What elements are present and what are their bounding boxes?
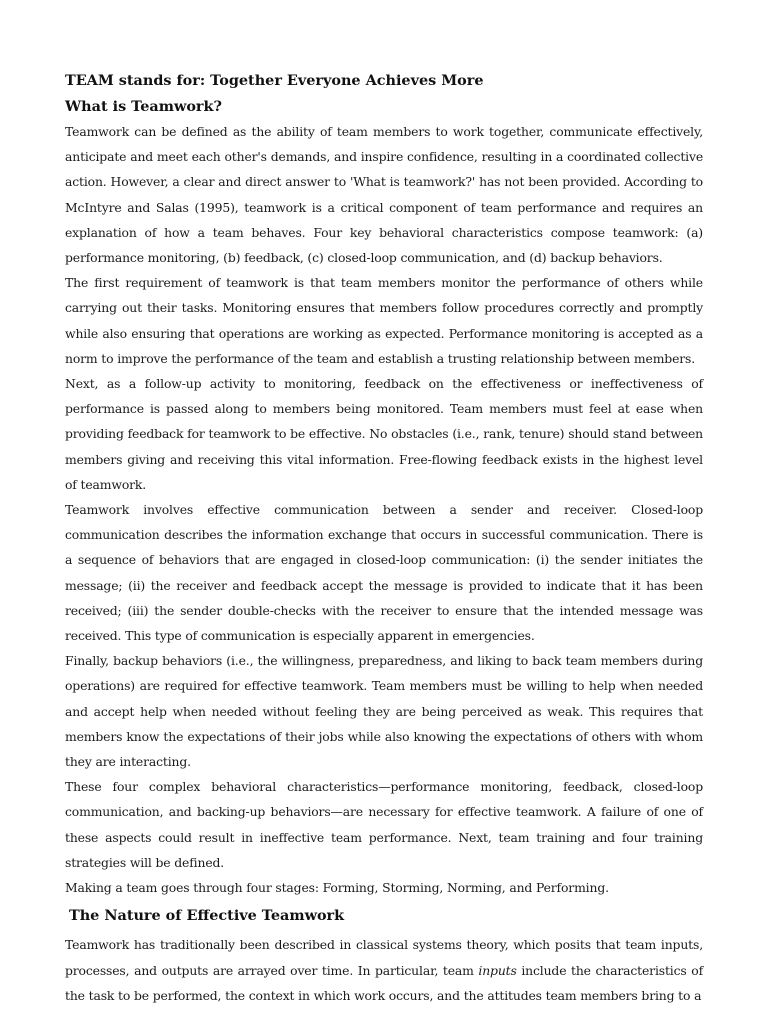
paragraph-feedback: Next, as a follow-up activity to monitoring, feedback on the effectiveness or ineffectiveness of performance is passed along to members being monitored. Team members must feel at ease when providing feedback for teamwork to be effective. No obstacles (i.e., rank, tenure) should stand between members giving and receiving this vital information. Free-flowing feedback exists in the highest level of teamwork.	[65, 376, 703, 492]
systems-theory-text-end: include the characteristics of the task to be performed, the context in which work occurs, and the attitudes team members bring to a	[65, 962, 703, 1003]
inputs-emphasis: inputs	[478, 962, 517, 978]
systems-theory-text-start: Teamwork has traditionally been described in classical systems theory, which posits that team inputs, processes, and outputs are arrayed over time. In particular, team	[65, 937, 703, 978]
paragraph-performance-monitoring: The first requirement of teamwork is that team members monitor the performance of others while carrying out their tasks. Monitoring ensures that members follow procedures correctly and promptly while also ensuring that operations are working as expected. Performance monitoring is accepted as a norm to improve the performance of the team and establish a trusting relationship between members.	[65, 275, 703, 366]
paragraph-team-stages: Making a team goes through four stages: Forming, Storming, Norming, and Performing.	[65, 880, 609, 896]
paragraph-closed-loop-communication: Teamwork involves effective communication between a sender and receiver. Closed-loop communication describes the information exchange that occurs in successful communication. There is a sequence of behaviors that are engaged in closed-loop communication: (i) the sender initiates the message; (ii) the receiver and feedback accept the message is provided to indicate that it has been received; (iii) the sender double-checks with the receiver to ensure that the intended message was received. This type of communication is especially apparent in emergencies.	[65, 502, 703, 644]
nature-of-teamwork-heading: The Nature of Effective Teamwork	[69, 907, 345, 925]
team-acronym-heading: TEAM stands for: Together Everyone Achieves More	[65, 72, 484, 89]
what-is-teamwork-heading: What is Teamwork?	[65, 98, 222, 115]
paragraph-systems-theory	[65, 932, 703, 1008]
paragraph-four-characteristics: These four complex behavioral characteristics—performance monitoring, feedback, closed-loop communication, and backing-up behaviors—are necessary for effective teamwork. A failure of one of these aspects could result in ineffective team performance. Next, team training and four training strategies will be defined.	[65, 779, 703, 870]
paragraph-backup-behaviors: Finally, backup behaviors (i.e., the willingness, preparedness, and liking to back team members during operations) are required for effective teamwork. Team members must be willing to help when needed and accept help when needed without feeling they are being perceived as weak. This requires that members know the expectations of their jobs while also knowing the expectations of others with whom they are interacting.	[65, 653, 703, 770]
paragraph-definition: Teamwork can be defined as the ability of team members to work together, communicate effectively, anticipate and meet each other's demands, and inspire confidence, resulting in a coordinated collective action. However, a clear and direct answer to 'What is teamwork?' has not been provided. According to McIntyre and Salas (1995), teamwork is a critical component of team performance and requires an explanation of how a team behaves. Four key behavioral characteristics compose teamwork: (a) performance monitoring, (b) feedback, (c) closed-loop communication, and (d) backup behaviors.	[65, 124, 703, 266]
document-body	[65, 70, 703, 1008]
